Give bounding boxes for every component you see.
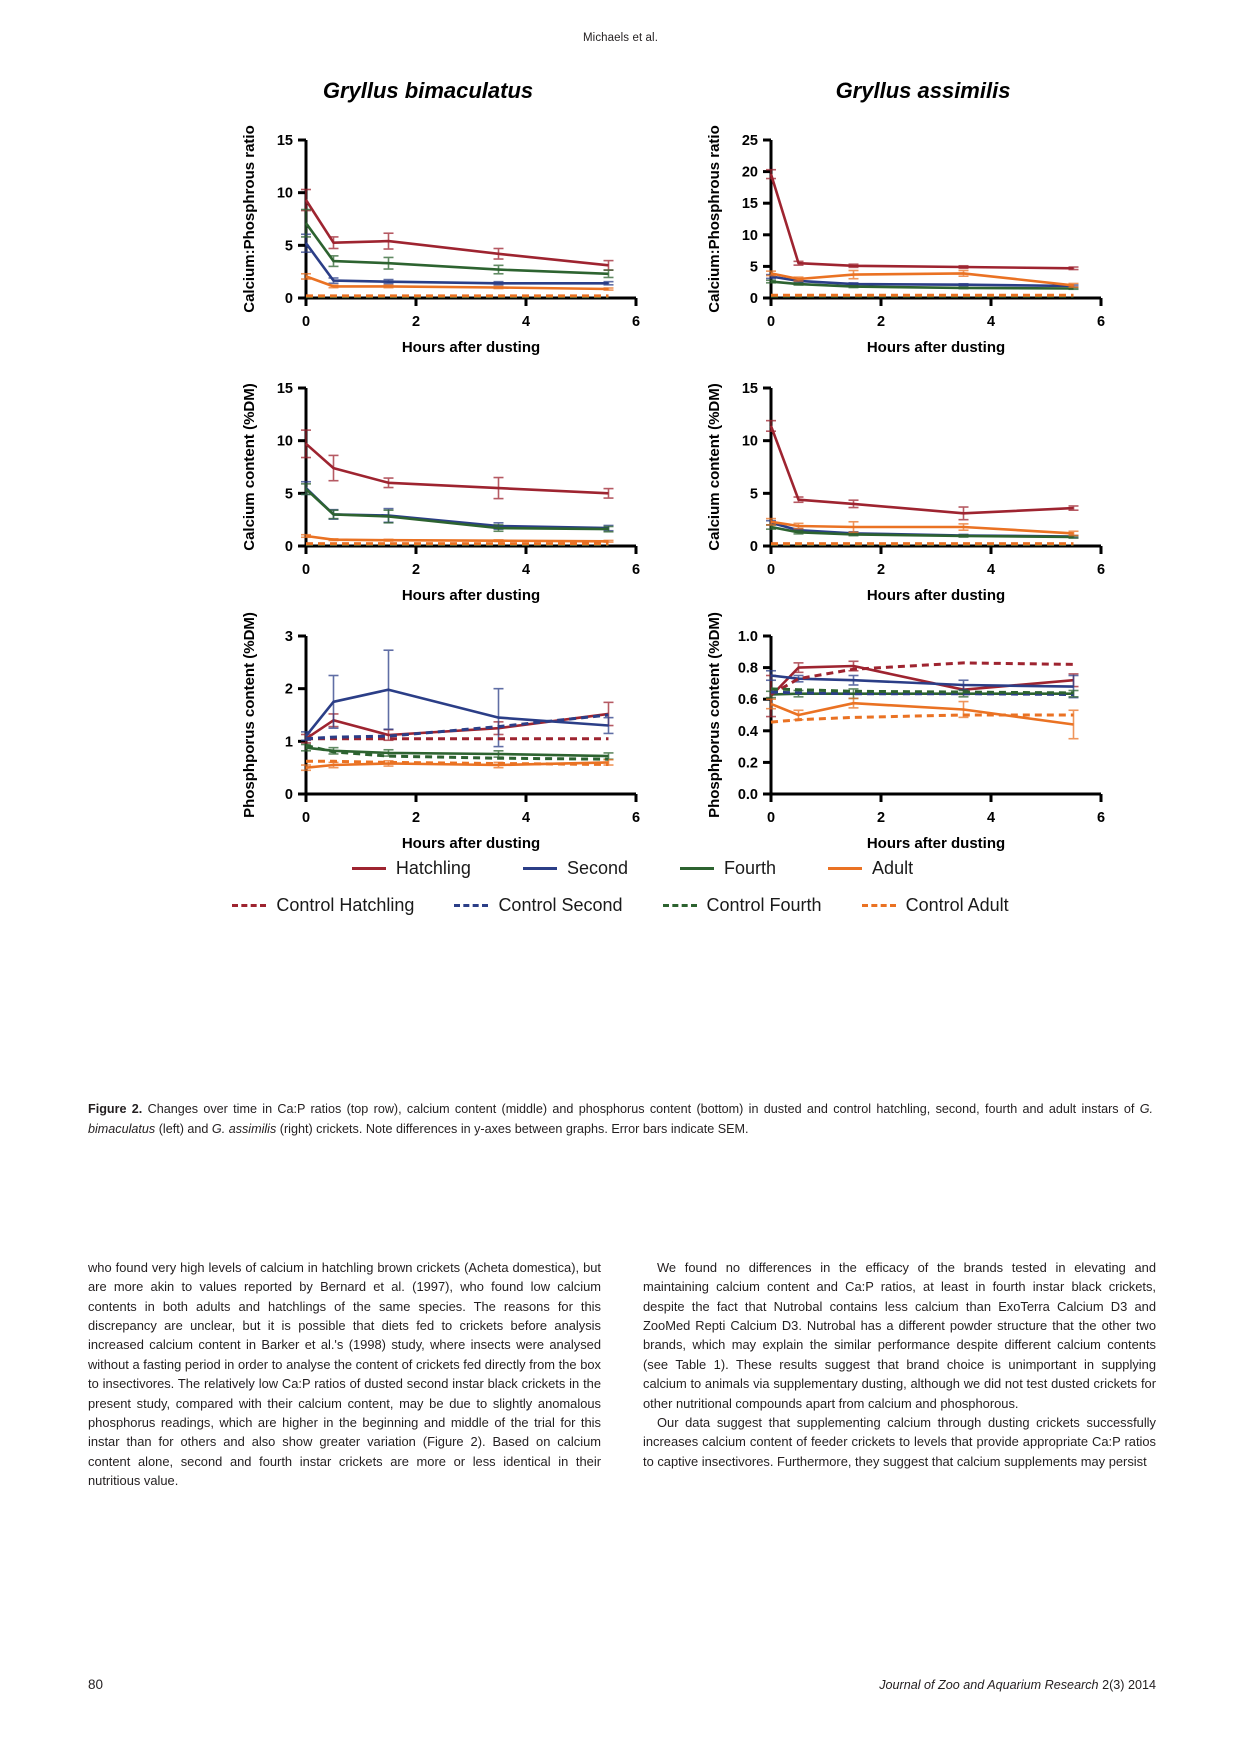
svg-text:4: 4 [521, 562, 531, 578]
legend-row-dusted [112, 858, 1153, 879]
caption-text-2: (left) and [155, 1121, 212, 1136]
svg-text:2: 2 [411, 314, 421, 330]
legend-label: Control Second [498, 895, 623, 915]
svg-text:15: 15 [741, 196, 758, 213]
journal-title: Journal of Zoo and Aquarium Research [879, 1678, 1099, 1692]
figure-legend [88, 858, 1153, 916]
svg-text:Hours after dusting: Hours after dusting [401, 339, 541, 356]
svg-text:0: 0 [284, 539, 293, 555]
legend-item-control-hatchling [232, 895, 414, 916]
caption-text-3: (right) crickets. Note differences in y-axes between graphs. Error bars indicate SEM. [276, 1121, 749, 1136]
legend-item-control-adult [862, 895, 1009, 916]
svg-text:Hours after dusting: Hours after dusting [866, 339, 1006, 356]
panel-title-right: Gryllus assimilis [835, 78, 1011, 103]
svg-text:2: 2 [876, 314, 886, 330]
paragraph: We found no differences in the efficacy of the brands tested in elevating and maintaining calcium content and Ca:P ratios, at least in fourth instar black crickets, despite the fact that Nutrobal contains less calcium than ExoTerra Calcium D3 and ZooMed Repti Calcium D3. Nutrobal has a different powder structure that the other two brands, which may explain the similar performance despite different calcium contents (see Table 1). These results suggest that brand choice is unimportant in supplying calcium to animals via supplementary dusting, although we did not test dusted crickets for other nutritional compounds apart from calcium and phosphorous. [643, 1260, 1156, 1411]
svg-text:Hours after dusting: Hours after dusting [401, 587, 541, 604]
svg-text:0: 0 [766, 314, 776, 330]
svg-text:Hours after dusting: Hours after dusting [401, 835, 541, 852]
svg-text:1.0: 1.0 [737, 629, 758, 645]
svg-text:Hours after dusting: Hours after dusting [866, 835, 1006, 852]
legend-label: Hatchling [395, 858, 471, 878]
legend-item-fourth [680, 858, 776, 879]
journal-issue: 2(3) 2014 [1098, 1678, 1156, 1692]
chart-assimilis-calcium [653, 358, 1118, 606]
svg-text:Calcium content (%DM): Calcium content (%DM) [706, 383, 723, 551]
chart-grid [188, 110, 1153, 854]
svg-text:0: 0 [766, 810, 776, 826]
paragraph: who found very high levels of calcium in hatchling brown crickets (Acheta domestica), but are more akin to values reported by Bernard et al. (1997), who found low calcium contents in both adults and hatchlings of the same species. The reasons for this discrepancy are unclear, but it is possible that diets fed to crickets before analysis increased calcium content in Barker et al.'s (1998) study, where insects were analysed without a fasting period in order to analyse the content of crickets fed directly from the box to insectivores. The relatively low Ca:P ratios of dusted second instar black crickets in the present study, compared with their calcium content, may be due to slightly anomalous phosphorus readings, which are higher in the beginning and middle of the trial for this instar than for others and also show greater variation (Figure 2). Based on calcium content alone, second and fourth instar crickets are more or less identical in their nutritious value. [88, 1260, 601, 1488]
panel-title-left: Gryllus bimaculatus [322, 78, 534, 103]
page-number: 80 [88, 1677, 104, 1692]
legend-dashed-line-icon [862, 904, 896, 907]
chart-bimaculatus-ratio [188, 110, 653, 358]
svg-text:0: 0 [301, 562, 311, 578]
left-column [88, 1258, 601, 1490]
svg-text:0: 0 [301, 314, 311, 330]
svg-text:4: 4 [986, 562, 996, 578]
svg-text:4: 4 [986, 314, 996, 330]
svg-text:3: 3 [284, 629, 293, 645]
svg-text:2: 2 [876, 562, 886, 578]
legend-dashed-line-icon [663, 904, 697, 907]
svg-text:0: 0 [749, 539, 758, 555]
svg-text:6: 6 [1096, 314, 1106, 330]
legend-row-control [88, 895, 1153, 916]
svg-text:0.4: 0.4 [737, 723, 758, 740]
svg-text:2: 2 [876, 810, 886, 826]
legend-line-icon [828, 867, 862, 870]
legend-label: Control Adult [905, 895, 1009, 915]
svg-text:4: 4 [521, 810, 531, 826]
svg-text:0.6: 0.6 [737, 692, 758, 709]
svg-text:0: 0 [284, 787, 293, 803]
caption-label: Figure 2. [88, 1102, 143, 1116]
svg-text:20: 20 [741, 164, 758, 181]
svg-text:15: 15 [276, 133, 293, 149]
legend-label: Control Hatchling [276, 895, 415, 915]
page-footer [88, 1677, 1156, 1692]
svg-text:Hours after dusting: Hours after dusting [866, 587, 1006, 604]
legend-dashed-line-icon [454, 904, 488, 907]
svg-text:25: 25 [741, 133, 758, 149]
svg-text:5: 5 [749, 259, 758, 276]
svg-text:10: 10 [276, 433, 293, 450]
svg-text:0.8: 0.8 [737, 660, 758, 677]
svg-text:15: 15 [741, 381, 758, 397]
chart-bimaculatus-calcium [188, 358, 653, 606]
legend-label: Second [566, 858, 629, 878]
svg-text:5: 5 [284, 238, 293, 255]
figure-caption [88, 1100, 1153, 1139]
svg-text:6: 6 [1096, 810, 1106, 826]
svg-text:4: 4 [521, 314, 531, 330]
legend-line-icon [352, 867, 386, 870]
svg-text:Phosphporus content (%DM): Phosphporus content (%DM) [241, 612, 258, 818]
svg-text:0.0: 0.0 [737, 787, 758, 803]
svg-text:0: 0 [284, 291, 293, 307]
paragraph: Our data suggest that supplementing calcium through dusting crickets successfully increases calcium content of feeder crickets to levels that provide appropriate Ca:P ratios to captive insectivores. Furthermore, they suggest that calcium supplements may persist [643, 1414, 1156, 1469]
svg-text:0: 0 [301, 810, 311, 826]
caption-text-1: Changes over time in Ca:P ratios (top row), calcium content (middle) and phosphorus content (bottom) in dusted and control hatchling, second, fourth and adult instars of [142, 1102, 1140, 1116]
svg-text:10: 10 [741, 227, 758, 244]
svg-text:Calcium:Phosphrous ratio: Calcium:Phosphrous ratio [706, 125, 723, 313]
panel-titles [88, 78, 1153, 104]
svg-text:0: 0 [766, 562, 776, 578]
legend-item-hatchling [352, 858, 471, 879]
svg-text:6: 6 [1096, 562, 1106, 578]
svg-text:10: 10 [276, 185, 293, 202]
svg-text:2: 2 [284, 681, 293, 698]
right-column [643, 1258, 1156, 1490]
svg-text:6: 6 [631, 314, 641, 330]
legend-label: Fourth [724, 858, 777, 878]
legend-line-icon [680, 867, 714, 870]
legend-line-icon [523, 867, 557, 870]
svg-text:0: 0 [749, 291, 758, 307]
running-head: Michaels et al. [582, 32, 658, 44]
legend-item-control-second [454, 895, 622, 916]
body-columns [88, 1258, 1156, 1490]
chart-bimaculatus-phosphorus [188, 606, 653, 854]
svg-text:2: 2 [411, 810, 421, 826]
legend-item-control-fourth [663, 895, 822, 916]
legend-label: Adult [872, 858, 914, 878]
legend-label: Control Fourth [706, 895, 822, 915]
svg-text:6: 6 [631, 562, 641, 578]
svg-text:5: 5 [284, 486, 293, 503]
svg-text:Phosphporus content (%DM): Phosphporus content (%DM) [706, 612, 723, 818]
svg-text:Calcium content (%DM): Calcium content (%DM) [241, 383, 258, 551]
svg-text:15: 15 [276, 381, 293, 397]
legend-dashed-line-icon [232, 904, 266, 907]
figure-2 [88, 78, 1153, 916]
chart-assimilis-phosphorus [653, 606, 1118, 854]
svg-text:1: 1 [284, 734, 293, 751]
svg-text:Calcium:Phosphrous ratio: Calcium:Phosphrous ratio [241, 125, 258, 313]
svg-text:5: 5 [749, 486, 758, 503]
svg-text:10: 10 [741, 433, 758, 450]
caption-species-1: G. bimaculatus [88, 1102, 1154, 1136]
caption-species-2: G. assimilis [211, 1121, 277, 1136]
svg-text:2: 2 [411, 562, 421, 578]
legend-item-second [523, 858, 628, 879]
svg-text:6: 6 [631, 810, 641, 826]
svg-text:0.2: 0.2 [737, 755, 758, 772]
svg-text:4: 4 [986, 810, 996, 826]
journal-citation [879, 1678, 1156, 1692]
chart-assimilis-ratio [653, 110, 1118, 358]
legend-item-adult [828, 858, 913, 879]
